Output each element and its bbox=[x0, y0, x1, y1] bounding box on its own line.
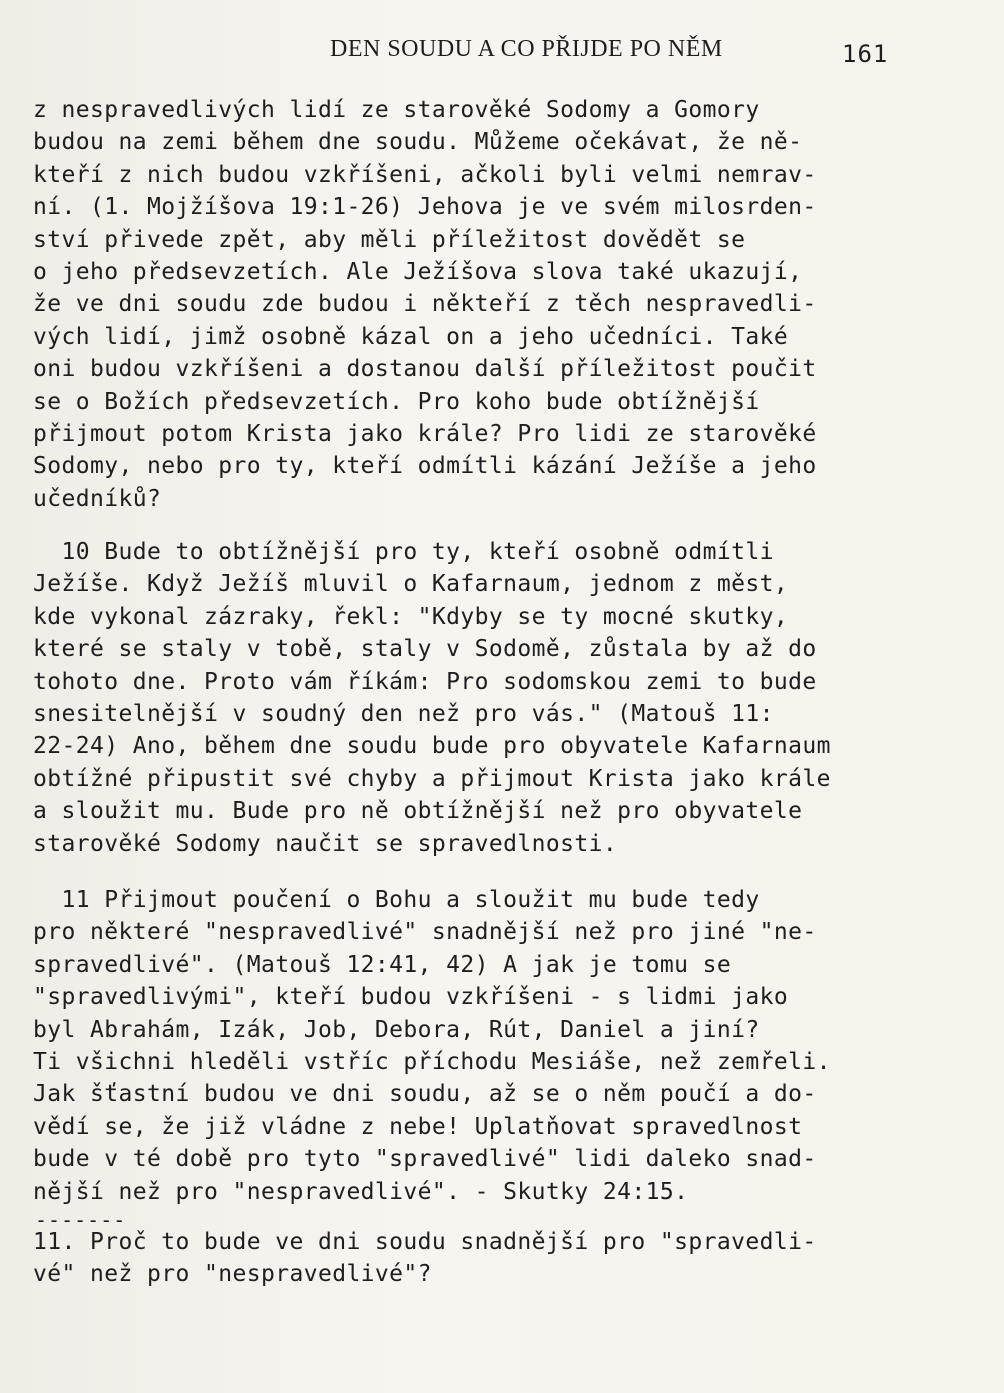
text-line: snesitelnější v soudný den než pro vás." (Matouš 11: bbox=[33, 700, 774, 727]
text-line: pro některé "nespravedlivé" snadnější než pro jiné "ne- bbox=[33, 919, 817, 946]
text-line: 11. Proč to bude ve dni soudu snadnější pro "spravedli- bbox=[33, 1229, 817, 1255]
text-line: Sodomy, nebo pro ty, kteří odmítli kázání Ježíše a jeho bbox=[33, 453, 817, 480]
text-line: oni budou vzkříšeni a dostanou další příležitost poučit bbox=[33, 356, 817, 383]
text-line: starověké Sodomy naučit se spravedlnosti. bbox=[33, 830, 618, 857]
text-line: bude v té době pro tyto "spravedlivé" lidi daleko snad- bbox=[33, 1146, 817, 1173]
text-line: o jeho předsevzetích. Ale Ježíšova slova také ukazují, bbox=[33, 258, 803, 285]
text-line: nější než pro "nespravedlivé". - Skutky 24:15. bbox=[33, 1178, 689, 1205]
text-line: přijmout potom Krista jako krále? Pro lidi ze starověké bbox=[33, 420, 817, 447]
paragraph-continuation bbox=[33, 94, 963, 515]
text-line: vých lidí, jimž osobně kázal on a jeho učedníci. Také bbox=[33, 323, 789, 350]
text-line: Ti všichni hleděli vstříc příchodu Mesiáše, než zemřeli. bbox=[33, 1048, 831, 1075]
text-line: ství přivede zpět, aby měli příležitost dovědět se bbox=[33, 226, 746, 253]
text-line: 10 Bude to obtížnější pro ty, kteří osobně odmítli bbox=[33, 539, 774, 565]
text-line: Ježíše. Když Ježíš mluvil o Kafarnaum, jednom z měst, bbox=[33, 571, 789, 598]
footnote-question-11 bbox=[33, 1226, 963, 1291]
footnote-rule: ------- bbox=[35, 1208, 127, 1232]
text-line: obtížné připustit své chyby a přijmout Krista jako krále bbox=[33, 765, 831, 792]
text-line: které se staly v tobě, staly v Sodomě, zůstala by až do bbox=[33, 636, 817, 663]
text-line: spravedlivé". (Matouš 12:41, 42) A jak je tomu se bbox=[33, 951, 732, 978]
text-line: kteří z nich budou vzkříšeni, ačkoli byli velmi nemrav- bbox=[33, 161, 817, 188]
text-line: se o Božích předsevzetích. Pro koho bude obtížnější bbox=[33, 388, 760, 415]
text-line: budou na zemi během dne soudu. Můžeme očekávat, že ně- bbox=[33, 129, 803, 156]
text-line: vé" než pro "nespravedlivé"? bbox=[33, 1261, 432, 1288]
text-line: kde vykonal zázraky, řekl: "Kdyby se ty mocné skutky, bbox=[33, 603, 789, 630]
text-line: Jak šťastní budou ve dni soudu, až se o něm poučí a do- bbox=[33, 1081, 817, 1108]
text-line: že ve dni soudu zde budou i někteří z těch nespravedli- bbox=[33, 291, 817, 318]
text-line: učedníků? bbox=[33, 485, 162, 512]
page-number: 161 bbox=[842, 40, 889, 68]
running-title: DEN SOUDU A CO PŘIJDE PO NĚM bbox=[330, 36, 723, 62]
text-line: 11 Přijmout poučení o Bohu a sloužit mu bude tedy bbox=[33, 887, 760, 913]
text-line: 22-24) Ano, během dne soudu bude pro obyvatele Kafarnaum bbox=[33, 733, 831, 760]
text-line: ní. (1. Mojžíšova 19:1-26) Jehova je ve svém milosrden- bbox=[33, 194, 817, 221]
text-line: byl Abrahám, Izák, Job, Debora, Rút, Daniel a jiní? bbox=[33, 1016, 760, 1043]
paragraph-11 bbox=[33, 884, 963, 1208]
text-line: "spravedlivými", kteří budou vzkříšeni - s lidmi jako bbox=[33, 984, 789, 1011]
text-line: a sloužit mu. Bude pro ně obtížnější než pro obyvatele bbox=[33, 798, 803, 825]
text-line: tohoto dne. Proto vám říkám: Pro sodomskou zemi to bude bbox=[33, 668, 817, 695]
text-line: vědí se, že již vládne z nebe! Uplatňovat spravedlnost bbox=[33, 1113, 803, 1140]
text-line: z nespravedlivých lidí ze starověké Sodomy a Gomory bbox=[33, 97, 760, 123]
paragraph-10 bbox=[33, 536, 963, 860]
